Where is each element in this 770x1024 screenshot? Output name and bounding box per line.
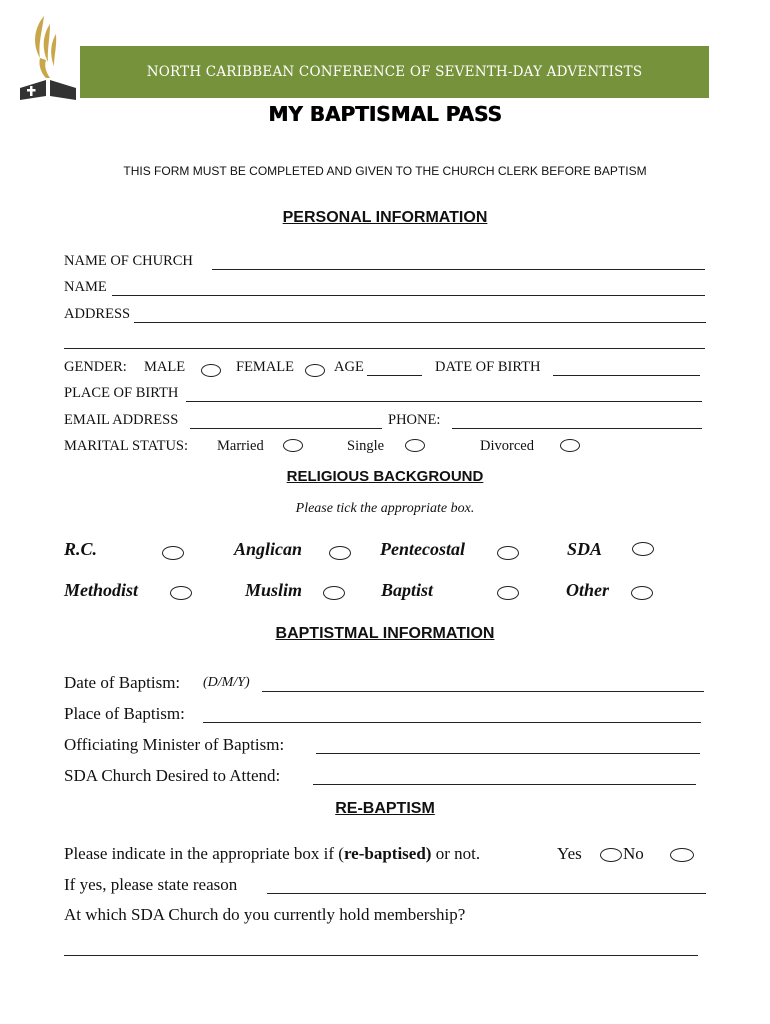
- baptism-date-field[interactable]: [262, 691, 704, 692]
- baptism-date-hint: (D/M/Y): [203, 675, 250, 690]
- membership-field[interactable]: [64, 955, 698, 956]
- religious-note: Please tick the appropriate box.: [295, 501, 475, 516]
- methodist-label: Methodist: [64, 580, 139, 600]
- female-radio[interactable]: [305, 364, 325, 377]
- religion-row-1: [0, 539, 770, 563]
- age-field[interactable]: [367, 375, 422, 376]
- no-label: No: [623, 844, 644, 863]
- dob-field[interactable]: [553, 375, 700, 376]
- other-checkbox[interactable]: [631, 586, 653, 600]
- minister-label: Officiating Minister of Baptism:: [64, 735, 285, 754]
- membership-row: [0, 905, 770, 929]
- church-name-label: NAME OF CHURCH: [64, 253, 193, 269]
- muslim-checkbox[interactable]: [323, 586, 345, 600]
- yes-radio[interactable]: [600, 848, 622, 862]
- email-field[interactable]: [190, 428, 382, 429]
- baptist-label: Baptist: [381, 580, 434, 600]
- religious-heading: RELIGIOUS BACKGROUND: [286, 468, 484, 485]
- church-name-field[interactable]: [212, 269, 705, 270]
- anglican-label: Anglican: [234, 539, 303, 559]
- sda-checkbox[interactable]: [632, 542, 654, 556]
- membership-label: At which SDA Church do you currently hold membership?: [64, 905, 466, 924]
- membership-answer-row: [0, 938, 770, 962]
- address-field[interactable]: [134, 322, 706, 323]
- conference-banner: [80, 46, 709, 98]
- minister-field[interactable]: [316, 753, 700, 754]
- reason-label: If yes, please state reason: [64, 875, 238, 894]
- baptismal-heading: BAPTISTMAL INFORMATION: [275, 625, 495, 642]
- gender-label: GENDER:: [64, 359, 127, 375]
- muslim-label: Muslim: [245, 580, 303, 600]
- address-label: ADDRESS: [64, 306, 131, 322]
- baptism-place-row: [0, 704, 770, 728]
- methodist-checkbox[interactable]: [170, 586, 192, 600]
- yes-label: Yes: [557, 844, 582, 863]
- pob-field[interactable]: [186, 401, 702, 402]
- desired-church-row: [0, 766, 770, 790]
- baptism-place-label: Place of Baptism:: [64, 704, 185, 723]
- dob-label: DATE OF BIRTH: [435, 359, 541, 375]
- church-name-row: [0, 253, 770, 273]
- baptism-place-field[interactable]: [203, 722, 701, 723]
- pob-label: PLACE OF BIRTH: [64, 385, 179, 401]
- form-instruction: THIS FORM MUST BE COMPLETED AND GIVEN TO THE CHURCH CLERK BEFORE BAPTISM: [123, 164, 647, 178]
- sda-label: SDA: [567, 539, 603, 559]
- email-label: EMAIL ADDRESS: [64, 412, 179, 428]
- rebaptised-question: Please indicate in the appropriate box if (re-baptised) or not.: [64, 844, 481, 863]
- desired-church-label: SDA Church Desired to Attend:: [64, 766, 281, 785]
- religion-row-2: [0, 580, 770, 604]
- phone-label: PHONE:: [388, 412, 441, 428]
- address-row-2: [0, 332, 770, 352]
- reason-field[interactable]: [267, 893, 706, 894]
- reason-row: [0, 875, 770, 899]
- married-radio[interactable]: [283, 439, 303, 452]
- rc-label: R.C.: [64, 539, 98, 559]
- anglican-checkbox[interactable]: [329, 546, 351, 560]
- address-field-line-2[interactable]: [64, 348, 705, 349]
- name-label: NAME: [64, 279, 107, 295]
- name-field[interactable]: [112, 295, 705, 296]
- age-label: AGE: [334, 359, 364, 375]
- gender-row: [0, 359, 770, 379]
- baptism-date-row: [0, 673, 770, 697]
- rebaptised-row: [0, 844, 770, 868]
- personal-info-heading: PERSONAL INFORMATION: [282, 209, 488, 226]
- desired-church-field[interactable]: [313, 784, 696, 785]
- pentecostal-label: Pentecostal: [380, 539, 465, 559]
- female-label: FEMALE: [236, 359, 294, 375]
- rebaptism-heading: RE-BAPTISM: [335, 800, 435, 817]
- male-radio[interactable]: [201, 364, 221, 377]
- baptist-checkbox[interactable]: [497, 586, 519, 600]
- married-label: Married: [217, 438, 264, 454]
- minister-row: [0, 735, 770, 759]
- no-radio[interactable]: [670, 848, 694, 862]
- single-label: Single: [347, 438, 385, 454]
- name-row: [0, 279, 770, 299]
- contact-row: [0, 412, 770, 432]
- rc-checkbox[interactable]: [162, 546, 184, 560]
- single-radio[interactable]: [405, 439, 425, 452]
- organization-name: NORTH CARIBBEAN CONFERENCE OF SEVENTH-DAY ADVENTISTS: [146, 64, 643, 80]
- form-title: MY BAPTISMAL PASS: [268, 102, 502, 126]
- address-row: [0, 306, 770, 326]
- divorced-label: Divorced: [480, 438, 534, 454]
- marital-label: MARITAL STATUS:: [64, 438, 189, 454]
- pentecostal-checkbox[interactable]: [497, 546, 519, 560]
- marital-row: [0, 438, 770, 458]
- male-label: MALE: [144, 359, 186, 375]
- phone-field[interactable]: [452, 428, 702, 429]
- other-label: Other: [566, 580, 610, 600]
- baptism-date-label: Date of Baptism:: [64, 673, 181, 692]
- divorced-radio[interactable]: [560, 439, 580, 452]
- pob-row: [0, 385, 770, 405]
- sda-logo-icon: [16, 14, 80, 100]
